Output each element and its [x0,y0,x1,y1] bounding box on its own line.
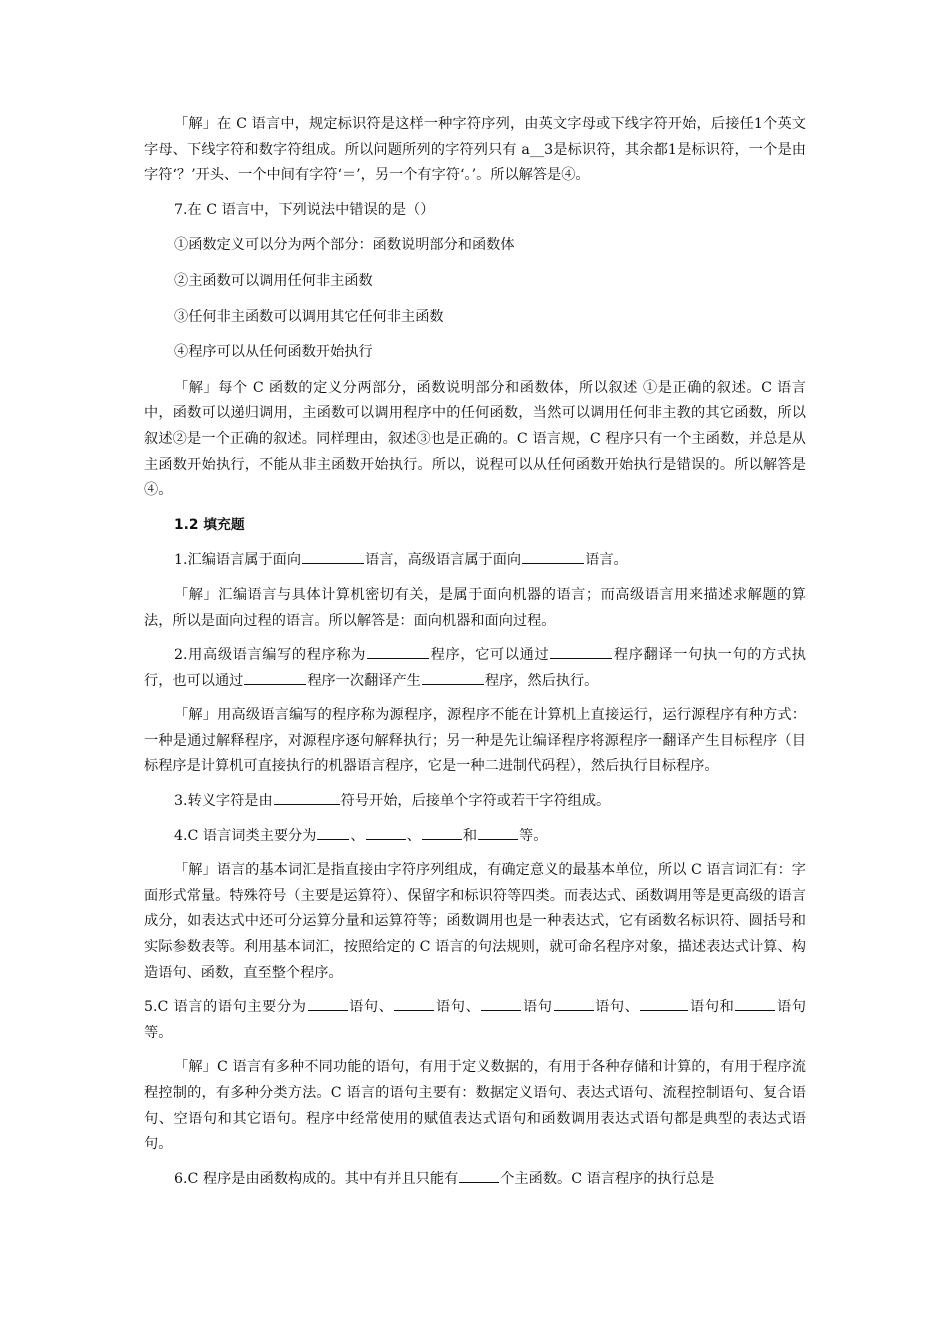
fill-question-6 [144,1167,806,1193]
answer-blank [735,996,775,1011]
fill-6-text-b: 个主函数。C 语言程序的执行总是 [500,1170,715,1187]
fill-2-text-e: 程序，然后执行。 [484,672,599,689]
fill-6-text-a: 6.C 程序是由函数构成的。其中有并且只能有 [174,1170,459,1187]
answer-blank [550,644,612,659]
answer-paragraph-fill-1: 「解」汇编语言与具体计算机密切有关，是属于面向机器的语言；而高级语言用来描述求解题的算法，所以是面向过程的语言。所以解答是：面向机器和面向过程。 [144,586,806,629]
answer-blank [422,670,484,685]
fill-3-text-a: 3.转义字符是由 [174,793,273,810]
fill-5-text-f: 语句和 [689,999,735,1016]
fill-2-text-a: 2.用高级语言编写的程序称为 [174,647,367,664]
answer-blank [394,996,434,1011]
fill-4-text-c: 、 [406,827,421,844]
question-7-option-1: ①函数定义可以分为两个部分：函数说明部分和函数体 [174,237,515,254]
answer-paragraph-fill-4: 「解」语言的基本词汇是指直接由字符序列组成，有确定意义的最基本单位，所以 C 语言词汇有：字面形式常量。特殊符号（主要是运算符）、保留字和标识符等四类。而表达式、函数调用等是更高级的语言成分，如表达式中还可分运算分量和运算符等；函数调用也是一种表达式，它有函数名标识符、圆括号和实际参数表等。利用基本词汇，按照给定的 C 语言的句法规则，就可命名程序对象，描述表达式计算、构造语句、函数，直至整个程序。 [144,862,806,981]
answer-blank [459,1168,499,1183]
answer-blank [554,996,594,1011]
answer-blank [274,790,340,805]
fill-5-text-b: 语句、 [348,999,394,1016]
document-page [144,112,806,1201]
answer-blank [302,549,364,564]
answer-blank [481,996,521,1011]
question-7-option-2: ②主函数可以调用任何非主函数 [174,272,373,289]
fill-question-4 [144,824,806,850]
answer-paragraph-fill-5: 「解」C 语言有多种不同功能的语句，有用于定义数据的，有用于各种存储和计算的，有用于程序流程控制的，有多种分类方法。C 语言的语句主要有：数据定义语句、表达式语句、流程控制语句、复合语句、空语句和其它语句。程序中经常使用的赋值表达式语句和函数调用表达式语句都是典型的表达式语句。 [144,1059,806,1153]
answer-blank [308,996,348,1011]
question-7-option-4: ④程序可以从任何函数开始执行 [174,344,373,361]
fill-2-text-b: 程序，它可以通过 [430,647,550,664]
fill-5-text-d: 语句 [522,999,553,1016]
fill-question-5 [144,995,806,1046]
fill-4-text-e: 等。 [519,827,548,844]
fill-5-text-g: 语句等。 [144,999,806,1041]
answer-paragraph-q7: 「解」每个 C 函数的定义分两部分，函数说明部分和函数体，所以叙述 ①是正确的叙述。C 语言中，函数可以递归调用，主函数可以调用程序中的任何函数，当然可以调用任何非主教的其它函数，所以叙述②是一个正确的叙述。同样理由，叙述③也是正确的。C 语言规，C 程序只有一个主函数，并总是从主函数开始执行，不能从非主函数开始执行。所以，说程可以从任何函数开始执行是错误的。所以解答是④。 [144,379,806,499]
fill-2-text-c: 程序翻译一句执一句的方式执行，也可以通过 [144,647,806,689]
answer-blank [422,825,462,840]
fill-1-text-b: 语言，高级语言属于面向 [365,552,522,569]
answer-blank [522,549,584,564]
answer-blank [244,670,306,685]
fill-4-text-a: 4.C 语言词类主要分为 [174,827,317,844]
answer-blank [366,825,406,840]
fill-1-text-a: 1.汇编语言属于面向 [174,552,302,569]
answer-blank [317,825,349,840]
fill-1-text-c: 语言。 [585,552,628,569]
question-7: 7.在 C 语言中，下列说法中错误的是（） [174,201,435,218]
answer-paragraph-fill-2: 「解」用高级语言编写的程序称为源程序，源程序不能在计算机上直接运行，运行源程序有种方式：一种是通过解释程序，对源程序逐句解释执行；另一种是先让编译程序将源程序一翻译产生目标程序（目标程序是计算机可直接执行的机器语言程序，它是一种二进制代码程），然后执行目标程序。 [144,707,806,775]
section-heading: 1.2 填充题 [174,516,245,533]
answer-blank [640,996,688,1011]
fill-2-text-d: 程序一次翻译产生 [307,672,421,689]
fill-3-text-b: 符号开始，后接单个字符或若干字符组成。 [340,793,611,810]
fill-question-2 [144,643,806,694]
answer-blank [478,825,518,840]
fill-5-text-a: 5.C 语言的语句主要分为 [144,999,307,1016]
fill-question-3 [144,789,806,815]
answer-blank [367,644,429,659]
fill-5-text-e: 语句、 [594,999,640,1016]
question-7-option-3: ③任何非主函数可以调用其它任何非主函数 [174,308,444,325]
fill-4-text-d: 和 [462,827,478,844]
answer-paragraph-q6: 「解」在 C 语言中，规定标识符是这样一种字符序列，由英文字母或下线字符开始，后接任1个英文字母、下线字符和数字符组成。所以问题所列的字符列只有 a__3是标识符，其余都1是标识符，一个是由字符‘？’开头、一个中间有字符‘＝’，另一个有字符‘。’。所以解答是④。 [144,116,806,184]
fill-4-text-b: 、 [350,827,365,844]
fill-question-1 [144,548,806,574]
fill-5-text-c: 语句、 [435,999,481,1016]
